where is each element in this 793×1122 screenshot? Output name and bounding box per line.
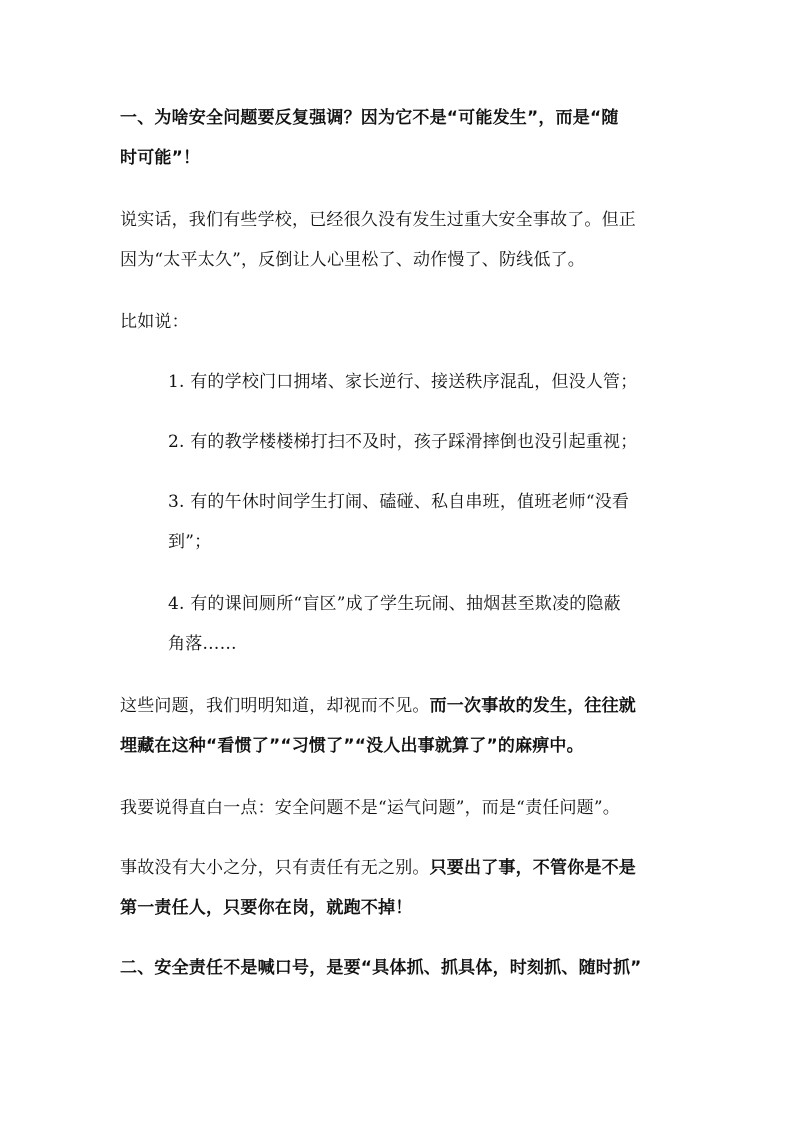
paragraph-1-line-1: 说实话，我们有些学校，已经很久没有发生过重大安全事故了。但正: [120, 210, 636, 230]
paragraph-1-line-2: 因为“太平太久”，反倒让人心里松了、动作慢了、防线低了。: [120, 250, 585, 270]
paragraph-5-line-2: 第一责任人，只要你在岗，就跑不掉！: [120, 898, 413, 918]
list-item-3-line-2: 到”；: [168, 532, 212, 552]
paragraph-3-normal-text: 这些问题，我们明明知道，却视而不见。: [120, 696, 430, 716]
paragraph-5-bold-text: 只要出了事，不管你是不是: [429, 858, 637, 878]
paragraph-3-line-2: 埋藏在这种“看惯了”“习惯了”“没人出事就算了”的麻痹中。: [120, 736, 584, 756]
list-item-1: 1. 有的学校门口拥堵、家长逆行、接送秩序混乱，但没人管；: [168, 372, 638, 392]
paragraph-3-bold-text: 而一次事故的发生，往往就: [429, 696, 637, 716]
heading-1-line-2: 时可能”！: [120, 148, 201, 168]
list-item-3-line-1: 3. 有的午休时间学生打闹、磕碰、私自串班，值班老师“没看: [168, 492, 630, 512]
paragraph-3-line-1: [120, 694, 636, 718]
list-item-4-line-1: 4. 有的课间厕所“盲区”成了学生玩闹、抽烟甚至欺凌的隐蔽: [168, 594, 621, 614]
paragraph-5-line-1: [120, 856, 636, 880]
list-item-4-line-2: 角落……: [168, 634, 237, 654]
list-item-2: 2. 有的教学楼楼梯打扫不及时，孩子踩滑摔倒也没引起重视；: [168, 432, 638, 452]
heading-2: 二、安全责任不是喊口号，是要“具体抓、抓具体，时刻抓、随时抓”: [120, 958, 642, 978]
heading-1-line-1: 一、为啥安全问题要反复强调？因为它不是“可能发生”，而是“随: [120, 108, 619, 128]
paragraph-4: 我要说得直白一点：安全问题不是“运气问题”，而是“责任问题”。: [120, 798, 620, 818]
paragraph-2: 比如说：: [120, 312, 189, 332]
paragraph-5-normal-text: 事故没有大小之分，只有责任有无之别。: [120, 858, 430, 878]
